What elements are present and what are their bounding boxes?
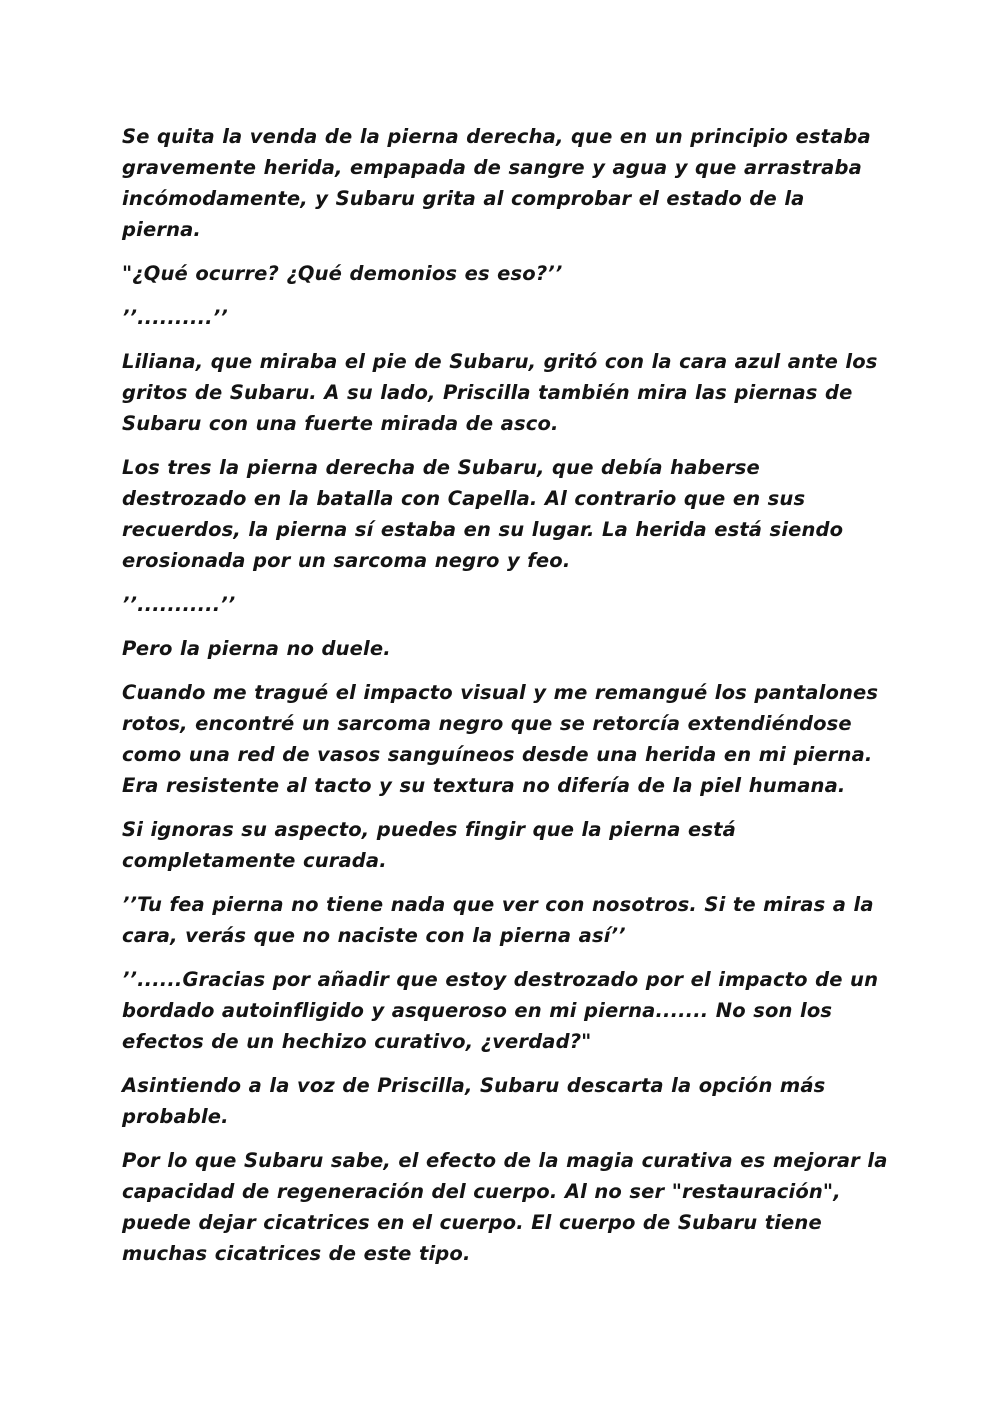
paragraph-1: Se quita la venda de la pierna derecha, que en un principio estaba gravemente herida, empapada de sangre y agua y que arrastraba incómodamente, y Subaru grita al comprobar el estado de la pierna.	[122, 125, 871, 241]
paragraph-7: Pero la pierna no duele.	[122, 637, 391, 660]
paragraph-10-dialogue: ’’Tu fea pierna no tiene nada que ver con nosotros. Si te miras a la cara, verás que no naciste con la pierna así’’	[122, 893, 874, 947]
paragraph-13: Por lo que Subaru sabe, el efecto de la magia curativa es mejorar la capacidad de regeneración del cuerpo. Al no ser "restauración", puede dejar cicatrices en el cuerpo. El cuerpo de Subaru tiene muchas cicatrices de este tipo.	[122, 1149, 888, 1265]
paragraph-12: Asintiendo a la voz de Priscilla, Subaru descarta la opción más probable.	[122, 1074, 826, 1128]
paragraph-3-ellipsis: ’’..........’’	[122, 306, 228, 329]
paragraph-6-ellipsis: ’’...........’’	[122, 593, 236, 616]
paragraph-4: Liliana, que miraba el pie de Subaru, gritó con la cara azul ante los gritos de Subaru. A su lado, Priscilla también mira las piernas de Subaru con una fuerte mirada de asco.	[122, 350, 878, 435]
paragraph-2-dialogue: "¿Qué ocurre? ¿Qué demonios es eso?’’	[122, 262, 563, 285]
paragraph-9: Si ignoras su aspecto, puedes fingir que la pierna está completamente curada.	[122, 818, 736, 872]
paragraph-8: Cuando me tragué el impacto visual y me remangué los pantalones rotos, encontré un sarcoma negro que se retorcía extendiéndose como una red de vasos sanguíneos desde una herida en mi pierna. Era resistente al tacto y su textura no difería de la piel humana.	[122, 681, 879, 797]
paragraph-5: Los tres la pierna derecha de Subaru, que debía haberse destrozado en la batalla con Capella. Al contrario que en sus recuerdos, la pierna sí estaba en su lugar. La herida está siendo erosionada por un sarcoma negro y feo.	[122, 456, 844, 572]
paragraph-11-dialogue: ’’......Gracias por añadir que estoy destrozado por el impacto de un bordado autoinfligido y asqueroso en mi pierna....... No son los efectos de un hechizo curativo, ¿verdad?"	[122, 968, 879, 1053]
